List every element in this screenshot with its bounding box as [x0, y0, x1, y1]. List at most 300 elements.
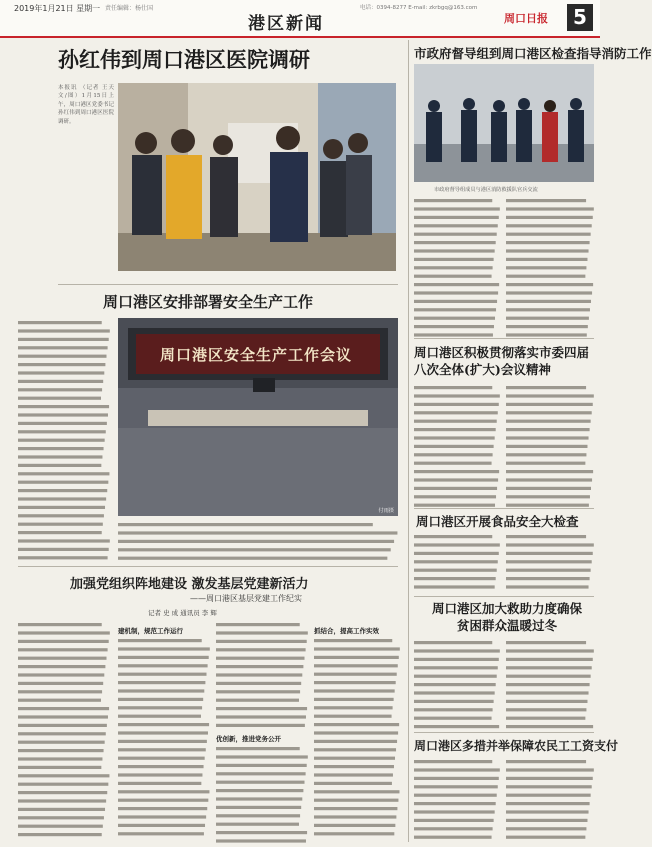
text-line: [18, 648, 108, 651]
text-line: [506, 233, 591, 236]
text-line: [18, 430, 106, 433]
text-line: [506, 266, 586, 269]
text-line: [414, 827, 493, 830]
text-line: [314, 832, 394, 835]
body-text-lines: [18, 620, 110, 842]
text-line: [414, 428, 496, 431]
article-8-text-col1: [414, 757, 500, 843]
section-head-3: 抓结合，提高工作实效: [314, 627, 379, 635]
body-text-lines: [414, 196, 500, 336]
text-line: [414, 275, 492, 278]
text-line: [414, 708, 493, 711]
text-line: [414, 649, 500, 652]
text-line: [216, 789, 303, 792]
text-line: [314, 715, 392, 718]
text-line: [118, 698, 203, 701]
text-line: [506, 478, 592, 481]
text-line: [216, 690, 300, 693]
text-line: [18, 816, 104, 819]
text-line: [414, 333, 493, 336]
text-line: [118, 656, 209, 659]
article-8-headline: 周口港区多措并举保障农民工工资支付: [414, 739, 619, 753]
text-line: [506, 453, 586, 456]
text-line: [18, 833, 102, 836]
text-line: [216, 623, 300, 626]
rule: [414, 596, 594, 597]
rule: [58, 284, 398, 285]
text-line: [118, 740, 207, 743]
body-text-lines: [506, 532, 594, 594]
text-line: [414, 325, 494, 328]
text-line: [506, 700, 587, 703]
text-line: [414, 543, 500, 546]
text-line: [18, 346, 108, 349]
text-line: [216, 764, 307, 767]
text-line: [18, 631, 110, 634]
text-line: [414, 411, 498, 414]
text-line: [118, 531, 397, 534]
text-line: [118, 731, 208, 734]
text-line: [216, 648, 306, 651]
text-line: [506, 317, 589, 320]
rule: [414, 338, 594, 339]
text-line: [414, 300, 497, 303]
article-6-text-col2: [506, 532, 594, 594]
text-line: [18, 774, 109, 777]
text-line: [414, 420, 497, 423]
text-line: [506, 470, 593, 473]
text-line: [118, 824, 205, 827]
text-line: [118, 706, 202, 709]
text-line: [506, 836, 585, 839]
text-line: [414, 470, 499, 473]
text-line: [18, 489, 107, 492]
text-line: [18, 799, 106, 802]
text-line: [414, 577, 496, 580]
text-line: [506, 777, 593, 780]
article-5-headline: 周口港区积极贯彻落实市委四届八次全体(扩大)会议精神: [414, 345, 590, 377]
text-line: [314, 748, 396, 751]
text-line: [18, 783, 108, 786]
text-line: [414, 224, 498, 227]
text-line: [414, 445, 494, 448]
text-line: [18, 506, 105, 509]
article-7-headline: 周口港区加大救助力度确保贫困群众温暖过冬: [432, 601, 583, 633]
text-line: [506, 283, 593, 286]
text-line: [506, 708, 586, 711]
text-line: [18, 757, 102, 760]
text-line: [506, 258, 587, 261]
text-line: [506, 291, 592, 294]
text-line: [18, 825, 103, 828]
text-line: [118, 548, 391, 551]
text-line: [506, 577, 590, 580]
text-line: [314, 664, 398, 667]
text-line: [216, 699, 299, 702]
text-line: [118, 723, 209, 726]
text-line: [506, 717, 585, 720]
text-line: [18, 539, 110, 542]
text-line: [18, 439, 105, 442]
text-line: [18, 657, 107, 660]
text-line: [18, 413, 108, 416]
page-number: 5: [567, 4, 593, 31]
article-3-text-col2: [118, 636, 210, 842]
text-line: [216, 673, 302, 676]
text-line: [506, 300, 591, 303]
text-line: [216, 640, 307, 643]
text-line: [414, 641, 492, 644]
body-text-lines: [506, 757, 594, 843]
text-line: [414, 478, 498, 481]
article-5-text-col1: [414, 383, 500, 507]
section-title: 港区新闻: [248, 14, 324, 34]
text-line: [414, 675, 497, 678]
text-line: [506, 428, 590, 431]
text-line: [18, 447, 104, 450]
text-line: [118, 807, 207, 810]
text-line: [414, 258, 494, 261]
text-line: [314, 706, 393, 709]
text-line: [506, 810, 589, 813]
text-line: [414, 308, 496, 311]
text-line: [118, 689, 204, 692]
text-line: [414, 700, 494, 703]
article-1-text: 本报讯 （记者 王天 文/图）1月15日上午，周口港区党委书记孙红伟到周口港区医院调研。: [58, 85, 114, 125]
text-line: [506, 658, 593, 661]
text-line: [506, 760, 586, 763]
contact-info: 电话：0394-8277 E-mail: zkrbgq@163.com: [360, 5, 478, 11]
text-line: [18, 715, 108, 718]
text-line: [18, 741, 105, 744]
text-line: [118, 557, 387, 560]
body-text-lines: [506, 196, 594, 336]
text-line: [314, 815, 396, 818]
text-line: [118, 681, 205, 684]
text-line: [506, 487, 591, 490]
text-line: [414, 794, 497, 797]
article-8-text-col2: [506, 757, 594, 843]
body-text-lines: [506, 383, 594, 507]
text-line: [18, 514, 104, 517]
body-text-lines: [506, 638, 594, 732]
text-line: [506, 827, 586, 830]
issue-date: 2019年1月21日 星期一: [14, 4, 101, 13]
text-line: [216, 707, 307, 710]
text-line: [414, 241, 496, 244]
text-line: [506, 445, 587, 448]
text-line: [18, 690, 102, 693]
text-line: [216, 781, 305, 784]
text-line: [216, 665, 303, 668]
text-line: [216, 631, 308, 634]
fire-inspection-photo: [414, 64, 594, 182]
text-line: [414, 249, 495, 252]
text-line: [118, 773, 202, 776]
text-line: [414, 768, 500, 771]
text-line: [414, 462, 492, 465]
text-line: [314, 731, 398, 734]
text-line: [216, 682, 301, 685]
text-line: [314, 639, 392, 642]
text-line: [118, 815, 206, 818]
article-4-text-col1: [414, 196, 500, 336]
article-3-headline: 加强党组织阵地建设 激发基层党建新活力: [70, 577, 309, 592]
text-line: [18, 422, 107, 425]
edition-editor: 责任编辑：杨仕国: [105, 5, 154, 12]
text-line: [18, 329, 110, 332]
text-line: [216, 831, 307, 834]
text-line: [506, 241, 590, 244]
text-line: [118, 832, 204, 835]
text-line: [18, 481, 108, 484]
text-line: [506, 333, 587, 336]
text-line: [506, 683, 590, 686]
text-line: [506, 666, 592, 669]
text-line: [118, 673, 207, 676]
text-line: [314, 681, 396, 684]
text-line: [18, 405, 109, 408]
text-line: [118, 748, 206, 751]
section-head-2: 优创新，推进党务公开: [216, 735, 281, 743]
article-4-photo: [414, 64, 594, 182]
text-line: [18, 732, 106, 735]
article-1-photo: [118, 83, 396, 271]
text-line: [18, 523, 103, 526]
text-line: [414, 504, 495, 507]
text-line: [18, 640, 109, 643]
text-line: [506, 386, 586, 389]
text-line: [506, 216, 593, 219]
text-line: [414, 802, 496, 805]
article-4-caption: 市政府督导组成员与港区消防救援队官兵交流: [434, 187, 538, 193]
text-line: [414, 495, 496, 498]
text-line: [414, 785, 498, 788]
body-text-lines: [414, 757, 500, 843]
text-line: [216, 755, 308, 758]
text-line: [118, 647, 210, 650]
article-6-text-col1: [414, 532, 500, 594]
text-line: [506, 535, 586, 538]
text-line: [18, 371, 104, 374]
text-line: [506, 785, 592, 788]
text-line: [506, 560, 592, 563]
text-line: [18, 673, 104, 676]
text-line: [216, 657, 305, 660]
text-line: [18, 388, 102, 391]
meeting-banner-text: 周口港区安全生产工作会议: [160, 346, 353, 364]
text-line: [118, 765, 204, 768]
text-line: [314, 656, 399, 659]
text-line: [506, 802, 590, 805]
text-line: [506, 569, 591, 572]
text-line: [18, 749, 104, 752]
text-line: [18, 321, 102, 324]
text-line: [414, 819, 494, 822]
article-3-text-col1: [18, 620, 110, 842]
text-line: [506, 224, 592, 227]
text-line: [118, 664, 208, 667]
text-line: [414, 436, 495, 439]
text-line: [414, 569, 497, 572]
text-line: [118, 799, 208, 802]
text-line: [414, 403, 499, 406]
article-3-text-col4: [314, 636, 400, 842]
text-line: [314, 673, 397, 676]
article-2-headline: 周口港区安排部署安全生产工作: [103, 293, 314, 311]
text-line: [314, 799, 398, 802]
text-line: [314, 824, 395, 827]
text-line: [506, 495, 590, 498]
text-line: [18, 707, 109, 710]
text-line: [506, 199, 586, 202]
article-3-subtitle: ——周口港区基层党建工作纪实: [190, 594, 302, 603]
rule: [414, 732, 594, 733]
text-line: [18, 497, 106, 500]
text-line: [314, 689, 395, 692]
text-line: [18, 791, 107, 794]
text-line: [506, 207, 594, 210]
article-2-continued-text: [118, 520, 398, 562]
text-line: [506, 394, 594, 397]
text-line: [506, 325, 588, 328]
text-line: [506, 725, 593, 728]
text-line: [18, 623, 102, 626]
text-line: [216, 747, 300, 750]
text-line: [18, 724, 107, 727]
article-7-text-col2: [506, 638, 594, 732]
text-line: [314, 790, 399, 793]
text-line: [414, 810, 495, 813]
article-3-text-col3: [216, 620, 308, 730]
newspaper-logo: 周口日报: [504, 12, 548, 25]
body-text-lines: [414, 383, 500, 507]
article-6-headline: 周口港区开展食品安全大检查: [416, 514, 579, 529]
text-line: [414, 283, 499, 286]
text-line: [18, 455, 102, 458]
text-line: [314, 698, 394, 701]
text-line: [506, 819, 587, 822]
rule: [414, 508, 594, 509]
photo-credit: 付雨摄: [378, 508, 394, 514]
text-line: [414, 487, 497, 490]
article-2-photo: [118, 318, 398, 516]
hospital-visit-photo: [118, 83, 396, 271]
text-line: [216, 806, 301, 809]
article-2-text: [18, 318, 110, 563]
article-7-text-col1: [414, 638, 500, 732]
text-line: [18, 556, 108, 559]
text-line: [216, 814, 300, 817]
text-line: [18, 397, 101, 400]
text-line: [414, 291, 498, 294]
text-line: [314, 757, 395, 760]
text-line: [118, 757, 205, 760]
text-line: [506, 794, 591, 797]
text-line: [118, 715, 201, 718]
article-3-byline: 记者 史 成 通讯员 李 辉: [148, 609, 217, 617]
text-line: [414, 233, 497, 236]
text-line: [506, 675, 591, 678]
body-text-lines: [314, 636, 400, 842]
text-line: [18, 338, 109, 341]
text-line: [414, 552, 499, 555]
text-line: [414, 266, 493, 269]
text-line: [414, 666, 498, 669]
text-line: [414, 199, 492, 202]
text-line: [118, 782, 201, 785]
column-divider: [408, 40, 409, 842]
text-line: [506, 403, 593, 406]
body-text-lines: [118, 636, 210, 842]
text-line: [414, 658, 499, 661]
text-line: [414, 560, 498, 563]
text-line: [414, 394, 500, 397]
text-line: [506, 420, 591, 423]
text-line: [414, 691, 495, 694]
text-line: [18, 464, 101, 467]
text-line: [216, 823, 299, 826]
text-line: [118, 540, 394, 543]
body-text-lines: [18, 318, 110, 563]
article-4-text-col2: [506, 196, 594, 336]
text-line: [314, 740, 397, 743]
text-line: [414, 683, 496, 686]
text-line: [216, 724, 305, 727]
text-line: [414, 725, 499, 728]
text-line: [414, 535, 492, 538]
section-head-1: 建机制，规范工作运行: [118, 627, 183, 635]
text-line: [18, 472, 109, 475]
text-line: [506, 275, 585, 278]
text-line: [506, 249, 589, 252]
text-line: [216, 839, 306, 842]
text-line: [506, 411, 592, 414]
body-text-lines: [414, 532, 500, 594]
text-line: [314, 765, 394, 768]
body-text-lines: [118, 520, 398, 562]
text-line: [18, 548, 109, 551]
text-line: [216, 797, 302, 800]
text-line: [414, 836, 492, 839]
text-line: [506, 308, 590, 311]
text-line: [506, 768, 594, 771]
text-line: [414, 207, 500, 210]
text-line: [506, 641, 586, 644]
article-1-headline: 孙红伟到周口港区医院调研: [58, 47, 310, 72]
text-line: [18, 665, 105, 668]
body-text-lines: [216, 744, 308, 842]
text-line: [414, 777, 499, 780]
text-line: [118, 790, 209, 793]
text-line: [216, 772, 306, 775]
text-line: [506, 552, 593, 555]
text-line: [414, 717, 492, 720]
text-line: [506, 504, 589, 507]
text-line: [414, 386, 492, 389]
text-line: [314, 807, 397, 810]
text-line: [414, 585, 495, 588]
text-line: [414, 760, 492, 763]
rule: [18, 566, 398, 567]
text-line: [314, 647, 400, 650]
article-5-text-col2: [506, 383, 594, 507]
text-line: [216, 715, 306, 718]
text-line: [506, 436, 589, 439]
body-text-lines: [216, 620, 308, 730]
text-line: [506, 543, 594, 546]
text-line: [18, 699, 101, 702]
